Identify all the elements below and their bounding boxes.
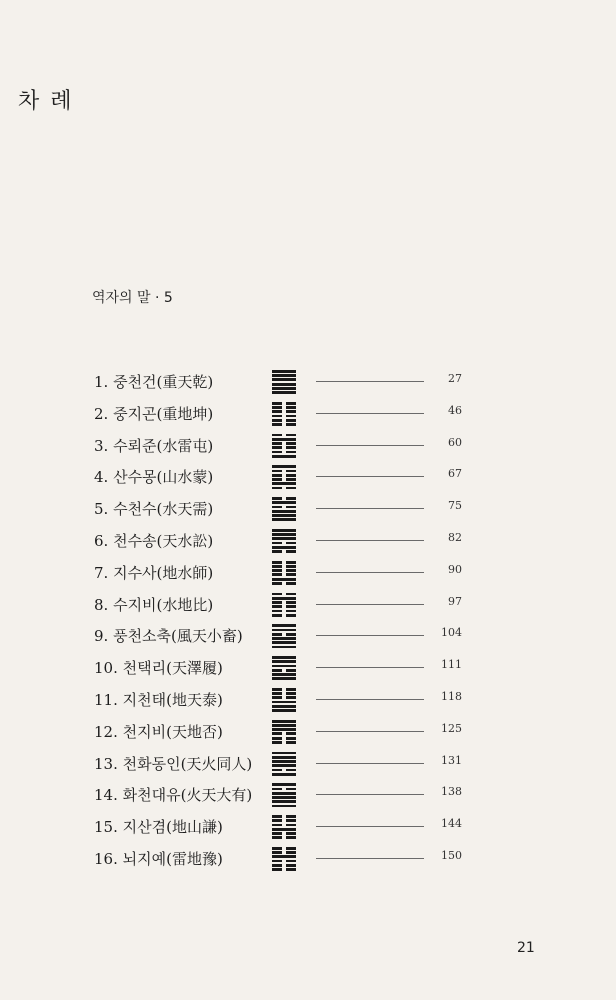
broken-line [272,446,296,449]
toc-entry[interactable] [94,718,474,750]
solid-line [272,756,296,759]
toc-entry-title: 16. 뇌지예(雷地豫) [94,849,223,868]
solid-line [272,828,296,831]
solid-line [272,370,296,373]
solid-line [272,720,296,723]
solid-line [272,656,296,659]
toc-entry[interactable] [94,813,474,845]
toc-entry[interactable] [94,400,474,432]
leader-line [316,381,424,382]
leader-line [316,826,424,827]
hexagram-icon [272,593,296,617]
toc-entry-page: 104 [441,626,462,640]
leader-line [316,604,424,605]
toc-entry-page: 138 [441,785,462,799]
solid-line [272,705,296,708]
broken-line [272,402,296,405]
toc-entry-title: 11. 지천태(地天泰) [94,690,223,709]
broken-line [272,832,296,835]
hexagram-icon [272,815,296,839]
toc-entry[interactable] [94,750,474,782]
broken-line [272,614,296,617]
broken-line [272,847,296,850]
solid-line [272,677,296,680]
page-number: 21 [517,940,535,956]
hexagram-icon [272,624,296,648]
solid-line [272,760,296,763]
solid-line [272,510,296,513]
toc-entry-page: 111 [441,658,462,672]
toc-entry[interactable] [94,559,474,591]
broken-line [272,669,296,672]
hexagram-icon [272,752,296,776]
toc-entry-title: 15. 지산겸(地山謙) [94,818,223,837]
broken-line [272,732,296,735]
hexagram-icon [272,561,296,585]
solid-line [272,637,296,640]
broken-line [272,582,296,585]
broken-line [272,442,296,445]
solid-line [272,438,296,441]
toc-entry[interactable] [94,781,474,813]
leader-line [316,540,424,541]
broken-line [272,610,296,613]
hexagram-icon [272,688,296,712]
toc-entry[interactable] [94,432,474,464]
broken-line [272,601,296,604]
solid-line [272,709,296,712]
toc-entry-title: 13. 천화동인(天火同人) [94,754,253,773]
leader-line [316,699,424,700]
leader-line [316,667,424,668]
solid-line [272,455,296,458]
broken-line [272,815,296,818]
leader-line [316,794,424,795]
broken-line [272,737,296,740]
solid-line [272,783,296,786]
leader-line [316,445,424,446]
toc-entry-title: 4. 산수몽(山水蒙) [94,468,214,487]
broken-line [272,474,296,477]
hexagram-icon [272,847,296,871]
broken-line [272,573,296,576]
toc-entry-title: 10. 천택리(天澤履) [94,659,223,678]
hexagram-icon [272,656,296,680]
toc-entry-page: 82 [448,530,462,544]
hexagram-icon [272,783,296,807]
solid-line [272,374,296,377]
broken-line [272,769,296,772]
solid-line [272,728,296,731]
solid-line [272,578,296,581]
solid-line [272,855,296,858]
broken-line [272,542,296,545]
broken-line [272,470,296,473]
toc-entry-page: 150 [441,848,462,862]
toc-entry-title: 5. 수천수(水天需) [94,500,214,519]
broken-line [272,633,296,636]
toc-entry-page: 60 [448,435,462,449]
broken-line [272,692,296,695]
broken-line [272,824,296,827]
leader-line [316,572,424,573]
toc-entry-page: 131 [441,753,462,767]
solid-line [272,701,296,704]
broken-line [272,497,296,500]
broken-line [272,434,296,437]
solid-line [272,805,296,808]
toc-entry-page: 118 [441,689,462,703]
broken-line [272,868,296,871]
solid-line [272,773,296,776]
broken-line [272,487,296,490]
leader-line [316,508,424,509]
leader-line [316,763,424,764]
solid-line [272,387,296,390]
broken-line [272,410,296,413]
preface-entry[interactable]: 역자의 말 · 5 [92,290,173,306]
hexagram-icon [272,497,296,521]
solid-line [272,665,296,668]
toc-entry-title: 3. 수뢰준(水雷屯) [94,436,214,455]
toc-entry[interactable] [94,591,474,623]
solid-line [272,646,296,649]
solid-line [272,796,296,799]
broken-line [272,741,296,744]
toc-entry-page: 125 [441,721,462,735]
leader-line [316,731,424,732]
solid-line [272,529,296,532]
toc-entry-title: 12. 천지비(天地否) [94,722,223,741]
broken-line [272,788,296,791]
broken-line [272,506,296,509]
solid-line [272,764,296,767]
solid-line [272,597,296,600]
solid-line [272,465,296,468]
toc-entry[interactable] [94,622,474,654]
solid-line [272,537,296,540]
toc-entry[interactable] [94,368,474,400]
toc-entry-title: 8. 수지비(水地比) [94,595,214,614]
broken-line [272,451,296,454]
broken-line [272,864,296,867]
broken-line [272,550,296,553]
solid-line [272,624,296,627]
broken-line [272,819,296,822]
broken-line [272,406,296,409]
toc-entry-title: 7. 지수사(地水師) [94,563,214,582]
solid-line [272,724,296,727]
solid-line [272,383,296,386]
solid-line [272,518,296,521]
hexagram-icon [272,529,296,553]
solid-line [272,482,296,485]
toc-entry[interactable] [94,845,474,877]
toc-entry-page: 46 [448,403,462,417]
leader-line [316,476,424,477]
toc-entry-title: 1. 중천건(重天乾) [94,373,214,391]
solid-line [272,629,296,632]
solid-line [272,641,296,644]
broken-line [272,561,296,564]
hexagram-icon [272,465,296,489]
solid-line [272,533,296,536]
broken-line [272,605,296,608]
hexagram-icon [272,402,296,426]
solid-line [272,800,296,803]
broken-line [272,860,296,863]
broken-line [272,415,296,418]
toc-entry-page: 67 [448,467,462,481]
broken-line [272,688,296,691]
toc-entry[interactable] [94,654,474,686]
toc-entry-page: 97 [448,594,462,608]
toc-entry-page: 75 [448,499,462,513]
toc-entry[interactable] [94,495,474,527]
leader-line [316,413,424,414]
toc-entry-title: 9. 풍천소축(風天小畜) [94,627,243,646]
solid-line [272,514,296,517]
hexagram-icon [272,720,296,744]
solid-line [272,752,296,755]
solid-line [272,660,296,663]
broken-line [272,419,296,422]
broken-line [272,569,296,572]
leader-line [316,858,424,859]
solid-line [272,501,296,504]
broken-line [272,696,296,699]
toc-entry-title: 2. 중지곤(重地坤) [94,404,214,423]
toc-entry-title: 14. 화천대유(火天大有) [94,786,253,805]
broken-line [272,478,296,481]
toc-entry-page: 27 [448,372,462,385]
solid-line [272,391,296,394]
broken-line [272,593,296,596]
toc-entry[interactable] [94,463,474,495]
hexagram-icon [272,370,296,394]
leader-line [316,635,424,636]
table-of-contents [94,368,474,877]
toc-entry-page: 90 [448,562,462,576]
page-title: 차 례 [18,89,74,114]
broken-line [272,423,296,426]
broken-line [272,851,296,854]
broken-line [272,565,296,568]
toc-entry[interactable] [94,686,474,718]
solid-line [272,792,296,795]
solid-line [272,378,296,381]
broken-line [272,836,296,839]
toc-entry[interactable] [94,527,474,559]
solid-line [272,673,296,676]
solid-line [272,546,296,549]
toc-entry-title: 6. 천수송(天水訟) [94,531,214,550]
hexagram-icon [272,434,296,458]
toc-entry-page: 144 [441,817,462,831]
